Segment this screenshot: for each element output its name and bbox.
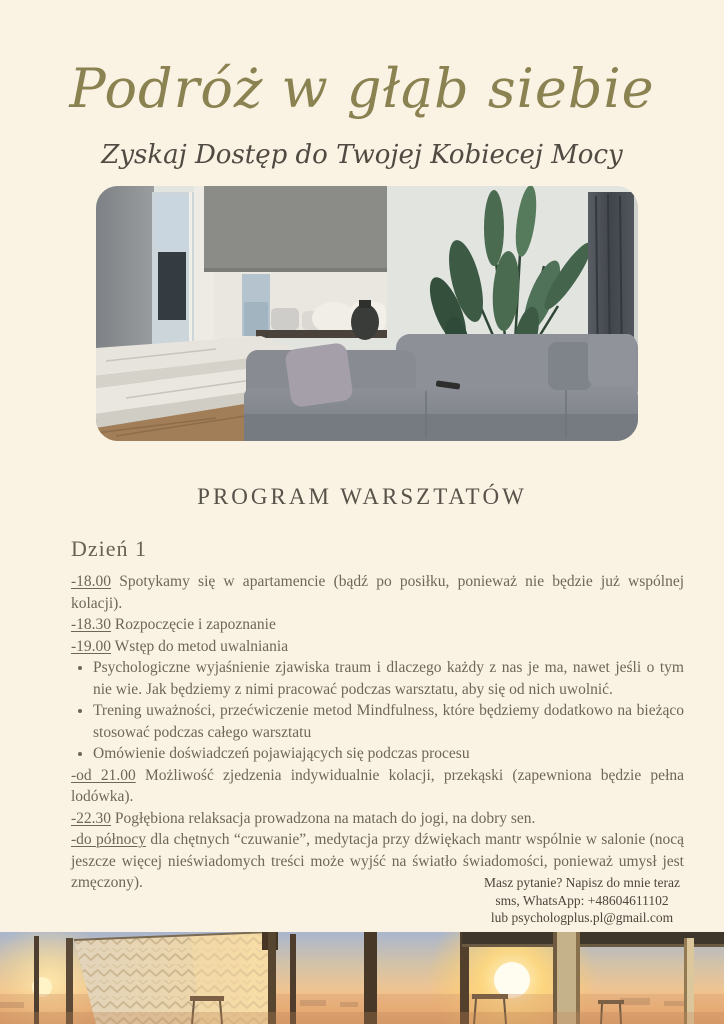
contact-phone: sms, WhatsApp: +48604611102 (495, 892, 669, 908)
program-heading: PROGRAM WARSZTATÓW (197, 484, 527, 509)
page-subtitle: Zyskaj Dostęp do Twojej Kobiecej Mocy (101, 140, 623, 170)
schedule-text: Rozpoczęcie i zapoznanie (114, 616, 276, 633)
schedule (71, 571, 684, 894)
bullet-item: • Psychologiczne wyjaśnienie zjawiska traum i dlaczego każdy z nas je ma, nawet jeśli o tym nie wie. Jak będziemy z nimi pracować podczas warsztatu, aby się od nich uwolnić. (93, 657, 684, 700)
schedule-time: -18.30 (71, 616, 112, 633)
schedule-time: -do północy (71, 831, 146, 848)
schedule-item (71, 571, 684, 614)
living-room-photo (96, 186, 638, 441)
schedule-text: Możliwość zjedzenia indywidualnie kolacji, przekąski (zapewniona będzie pełna lodówka). (71, 766, 685, 805)
day-heading: Dzień 1 (71, 536, 148, 561)
schedule-text: Pogłębiona relaksacja prowadzona na matach do jogi, na dobry sen. (114, 809, 536, 827)
bullet-item: • Trening uważności, przećwiczenie metod Mindfulness, które będziemy dodatkowo na bieżąco stosować podczas całego warsztatu (93, 700, 684, 743)
bullet-list (71, 657, 684, 765)
contact-block (451, 874, 713, 927)
schedule-text: Wstęp do metod uwalniania (114, 637, 289, 655)
page-title: Podróż w głąb siebie (69, 57, 655, 120)
sunset-window-photo (0, 932, 724, 1024)
contact-question: Masz pytanie? Napisz do mnie teraz (483, 875, 681, 890)
sunset-illustration (0, 932, 724, 1024)
schedule-time: -22.30 (71, 809, 112, 827)
contact-email: lub psychologplus.pl@gmail.com (490, 910, 674, 925)
schedule-item (71, 765, 684, 808)
schedule-time: -19.00 (71, 637, 112, 655)
schedule-text: dla chętnych “czuwanie”, medytacja przy dźwiękach mantr wspólnie w salonie (nocą jeszcze więcej nieświadomych treści może wyjść na światło świadomości, ponieważ umysł jest zmęczony). (71, 831, 684, 891)
schedule-item (71, 614, 684, 636)
schedule-time: -od 21.00 (71, 766, 136, 784)
bullet-item: • Omówienie doświadczeń pojawiających się podczas procesu (93, 743, 684, 765)
living-room-illustration (96, 186, 638, 441)
schedule-time: -18.00 (71, 573, 112, 590)
schedule-item (71, 636, 684, 658)
schedule-text: Spotykamy się w apartamencie (bądź po posiłku, ponieważ nie będzie już wspólnej kolacji). (71, 573, 685, 612)
schedule-item (71, 808, 684, 830)
